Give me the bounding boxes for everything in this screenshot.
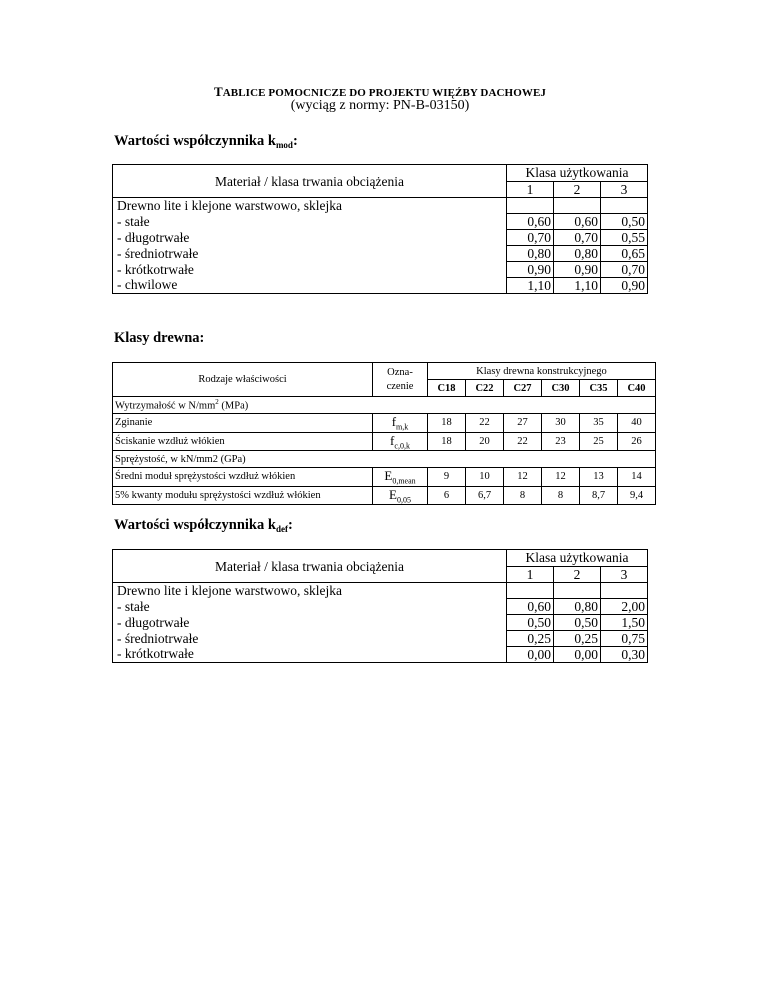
kmod-class-1: 1 [507,181,554,198]
klasy-oznaczenie-header: Ozna- czenie [373,363,428,397]
document-title: TABLICE POMOCNICZE DO PROJEKTU WIĘŹBY DACHOWEJ [213,84,546,99]
table-row: Ściskanie wzdłuż włókien $f_{c,0,k}$ 18 20 22 23 25 26 [113,432,656,451]
kmod-heading: Wartości współczynnika $k_{mod}$: [114,133,298,150]
klasy-table: Rodzaje właściwości Ozna- czenie Klasy drewna konstrukcyjnego C18 C22 C27 C30 C35 C40 Wytrzymałość w $N/mm^2$ (MPa) Zginanie $f_{m,k}$ 18 22 27 30 35 40 Ściskanie wzdłuż włókien $f_{c,0,k}$ 18 20 22 23 25 26 Sprężystość, w kN/mm2 (GPa) Średni moduł sprężystości wzdłuż włókien $E_{0,mean}$ 9 10 12 12 13 14 5% kwanty modułu sprężystości wzdłuż włókien $E_{0,05}$ 6 6,7 8 8 8,7 9,4 [112,362,656,505]
kmod-material-header: Materiał / klasa trwania obciążenia [113,165,507,198]
table-row: - średniotrwałe 0,25 0,25 0,75 [113,630,648,646]
klasy-section-wytrzymalosc: Wytrzymałość w $N/mm^2$ (MPa) [113,397,656,414]
table-row: - chwilowe 1,10 1,10 0,90 [113,277,648,293]
kdef-klasa-header: Klasa użytkowania [507,550,648,567]
kdef-class-1: 1 [507,566,554,583]
kmod-klasa-header: Klasa użytkowania [507,165,648,182]
kdef-table [112,549,648,663]
kdef-group-label: Drewno lite i klejone warstwowo, sklejka [113,583,507,599]
kmod-table [112,164,648,294]
table-row: Średni moduł sprężystości wzdłuż włókien $E_{0,mean}$ 9 10 12 12 13 14 [113,468,656,487]
table-row: - krótkotrwałe 0,00 0,00 0,30 [113,646,648,662]
kmod-group-label: Drewno lite i klejone warstwowo, sklejka [113,198,507,214]
table-row: - krótkotrwałe 0,90 0,90 0,70 [113,261,648,277]
table-row: - długotrwałe 0,50 0,50 1,50 [113,614,648,630]
klasy-section-sprezystosc: Sprężystość, w kN/mm2 (GPa) [113,451,656,468]
table-row: - średniotrwałe 0,80 0,80 0,65 [113,245,648,261]
kdef-class-3: 3 [601,566,648,583]
klasy-heading: Klasy drewna: [114,330,205,346]
kmod-class-2: 2 [554,181,601,198]
kdef-heading: Wartości współczynnika $k_{def}$: [114,517,293,534]
klasy-klasy-header: Klasy drewna konstrukcyjnego [428,363,656,380]
table-row: 5% kwanty modułu sprężystości wzdłuż włókien $E_{0,05}$ 6 6,7 8 8 8,7 9,4 [113,486,656,505]
klasy-rodzaje-header: Rodzaje właściwości [113,363,373,397]
table-row: Zginanie $f_{m,k}$ 18 22 27 30 35 40 [113,414,656,433]
table-row: - długotrwałe 0,70 0,70 0,55 [113,229,648,245]
table-row: - stałe 0,60 0,60 0,50 [113,213,648,229]
document-subtitle: (wyciąg z normy: PN-B-03150) [290,98,470,113]
kdef-material-header: Materiał / klasa trwania obciążenia [113,550,507,583]
table-row: - stałe 0,60 0,80 2,00 [113,598,648,614]
kmod-class-3: 3 [601,181,648,198]
kdef-class-2: 2 [554,566,601,583]
